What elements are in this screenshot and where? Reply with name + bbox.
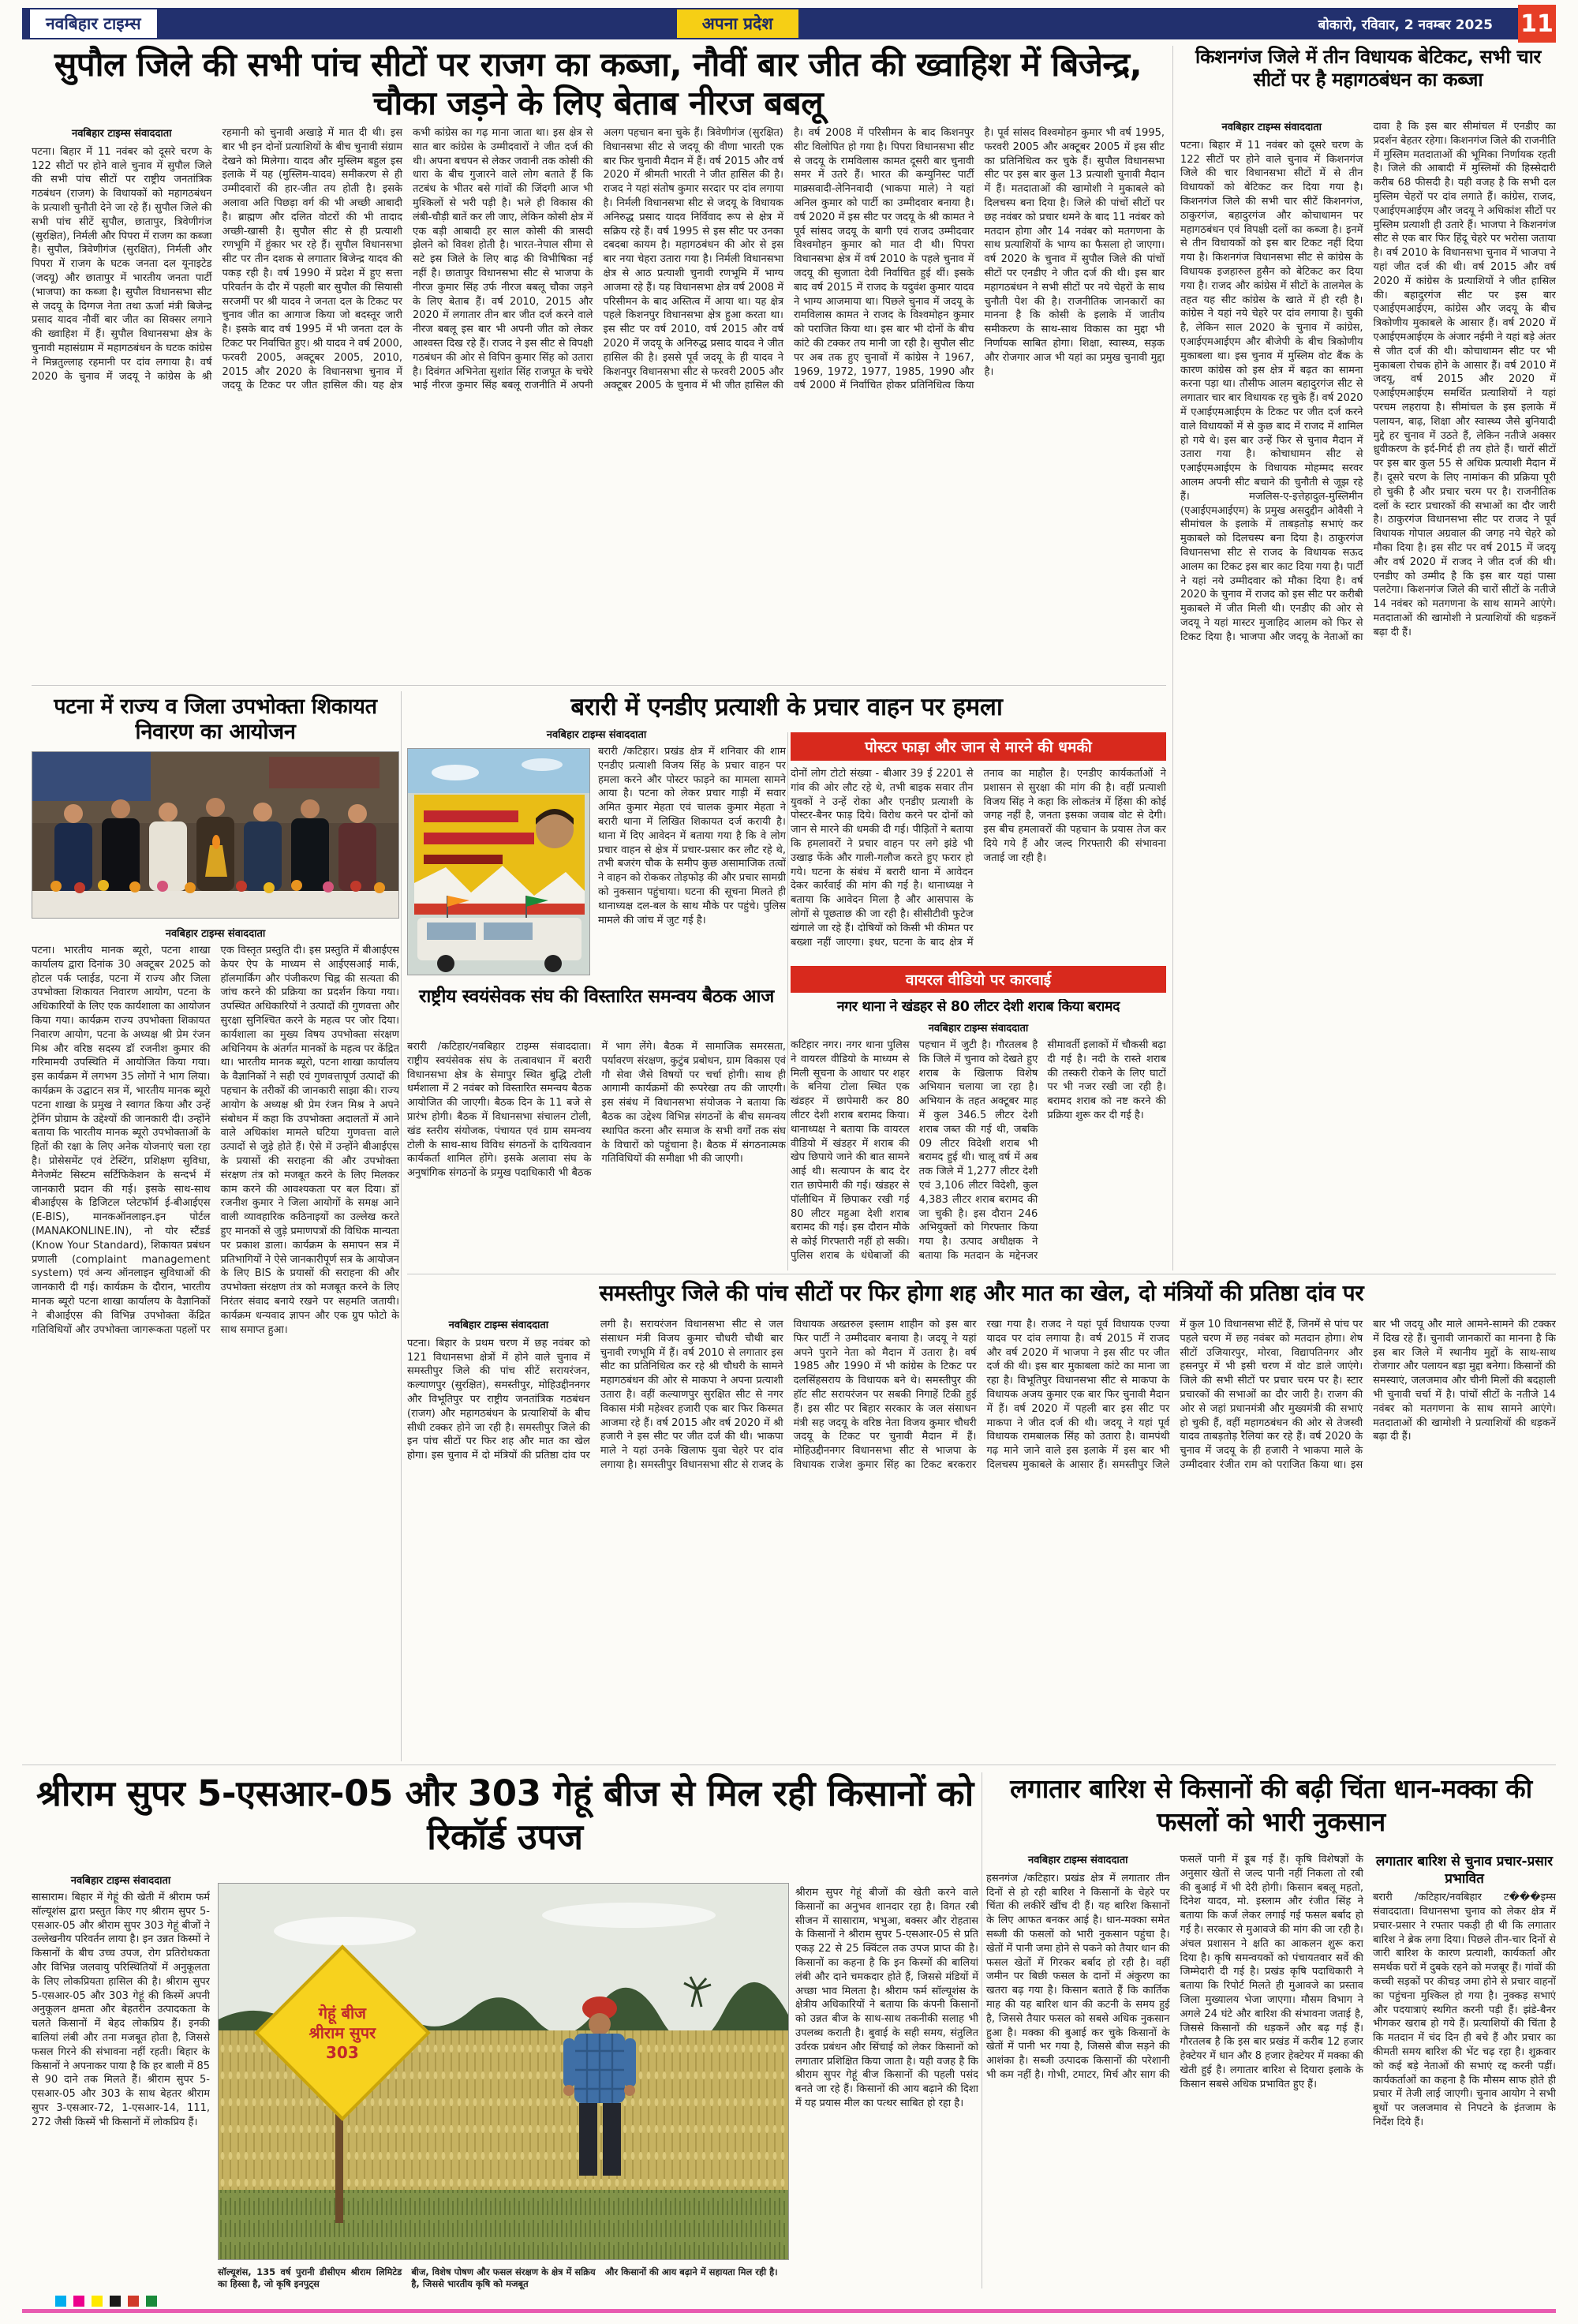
article-body-barari [598,745,786,977]
byline-barari: नवबिहार टाइम्स संवाददाता [546,729,647,741]
headline-liquor: नगर थाना ने खंडहर से 80 लीटर देशी शराब किया बरामद [836,999,1120,1015]
article-body-rss [407,1040,786,1271]
cyan-mark [55,2296,66,2307]
headline-kishanganj: किशनगंज जिले में तीन विधायक बेटिकट, सभी चार सीटों पर है महागठबंधन का कब्जा [1195,46,1542,91]
section-label: अपना प्रदेश [677,9,798,38]
print-registration-marks [55,2295,160,2310]
wheat-sign-text [309,2004,376,2063]
body-text-consumer: पटना। भारतीय मानक ब्यूरो, पटना शाखा कार्यालय द्वारा दिनांक 30 अक्टूबर 2025 को होटल पर्क प्लाईड, पटना में राज्य और जिला उपभोक्ता शिकायत निवारण आयोग, पटना के अधिकारियों के लिए एक कार्यशाला का आयोजन किया गया। कार्यक्रम राज्य उपभोक्ता शिकायत निवारण आयोग, पटना के अध्यक्ष श्री प्रेम रंजन मिश्र और वरिष्ठ सदस्य डॉ रजनीश कुमार की गरिमामयी उपस्थिति में आयोजित किया गया। इस कार्यक्रम में लगभग 35 लोगों ने भाग लिया। कार्यक्रम के उद्घाटन सत्र में, भारतीय मानक ब्यूरो पटना शाखा के प्रमुख ने स्वागत किया और उन्हें ट्रेनिंग प्रोग्राम के उद्देश्यों की जानकारी दी। उन्होंने बताया कि भारतीय मानक ब्यूरो उपभोक्ताओं के हितों की रक्षा के लिए अनेक योजनाएं चला रहा है। प्रोसेसमेंट एवं टेस्टिंग, प्रशिक्षण सुविधा, मैनेजमेंट सिस्टम सर्टिफिकेशन के सन्दर्भ में जानकारी प्रदान की गई। इसके साथ-साथ बीआईएस के डिजिटल प्लेटफॉर्म ई-बीआईएस (E-BIS), मानकऑनलाइन.इन पोर्टल (MANAKONLINE.IN), नो योर स्टैंडर्ड (Know Your Standard), शिकायत प्रबंधन प्रणाली (complaint management system) एवं अन्य ऑनलाइन सुविधाओं की जानकारी दी गई। कार्यक्रम के दौरान, भारतीय मानक ब्यूरो पटना शाखा कार्यालय के वैज्ञानिकों ने बीआईएस की विभिन्न उपभोक्ता केंद्रित गतिविधियों और उपभोक्ता जागरूकता पहलों पर एक विस्तृत प्रस्तुति दी। इस प्रस्तुति में बीआईएस केयर ऐप के माध्यम से आईएसआई मार्क, हॉलमार्किंग और पंजीकरण चिह्न की सत्यता की जांच करने की प्रक्रिया का प्रदर्शन किया गया। उपस्थित अधिकारियों ने उत्पादों की गुणवत्ता और सुरक्षा सुनिश्चित करने के महत्व पर जोर दिया। कार्यशाला का मुख्य विषय उपभोक्ता संरक्षण अधिनियम के अंतर्गत मानकों के महत्व पर केंद्रित था। भारतीय मानक ब्यूरो, पटना शाखा कार्यालय के वैज्ञानिकों ने सही एवं गुणवत्तापूर्ण उत्पादों की पहचान के तरीकों की जानकारी साझा की। राज्य आयोग के अध्यक्ष श्री प्रेम रंजन मिश्र ने अपने संबोधन में कहा कि उपभोक्ता अदालतों में आने वाले अधिकांश मामले घटिया गुणवत्ता वाले उत्पादों से जुड़े होते हैं। ऐसे में उन्होंने बीआईएस के प्रयासों की सराहना की और उपभोक्ता संरक्षण तंत्र को मजबूत करने के लिए मिलकर काम करने की आवश्यकता पर बल दिया। डॉ रजनीश कुमार ने जिला आयोगों के समक्ष आने वाली व्यावहारिक कठिनाइयों का उल्लेख करते हुए मानकों से जुड़े प्रमाणपत्रों की विधिक मान्यता पर प्रकाश डाला। कार्यक्रम के समापन सत्र में प्रतिभागियों ने ऐसे जानकारीपूर्ण सत्र के आयोजन के लिए BIS के प्रयासों की सराहना की और उपभोक्ता संरक्षण तंत्र को मजबूत करने के लिए निरंतर संवाद बनाये रखने पर सहमति जतायी। कार्यक्रम धन्यवाद ज्ञापन और एक ग्रुप फोटो के साथ समाप्त हुआ। [32,945,399,1336]
photo-wheat-field [218,1883,789,2260]
article-body-liquor [791,1039,1166,1271]
body-text-rss: बरारी /कटिहार/नवबिहार टाइम्स संवाददाता। राष्ट्रीय स्वयंसेवक संघ के तत्वावधान में बरारी विधानसभा क्षेत्र के सेमापुर स्थित बुद्धि टोली धर्मशाला में 2 नवंबर को विस्तारित समन्वय बैठक आयोजित की जाएगी। बैठक दिन के 11 बजे से प्रारंभ होगी। बैठक में विधानसभा संचालन टोली, खंड स्तरीय संयोजक, पंचायत एवं ग्राम समन्वय टोली के साथ-साथ विविध संगठनों के दायित्ववान कार्यकर्ता शामिल होंगे। इसके अलावा संघ के अनुषांगिक संगठनों के प्रमुख पदाधिकारी भी बैठक में भाग लेंगे। बैठक में सामाजिक समरसता, पर्यावरण संरक्षण, कुटुंब प्रबोधन, ग्राम विकास एवं गौ सेवा जैसे विषयों पर चर्चा होगी। साथ ही आगामी कार्यक्रमों की रूपरेखा तय की जाएगी। इस संबंध में विधानसभा संयोजक ने बताया कि बैठक का उद्देश्य विभिन्न संगठनों के बीच समन्वय स्थापित करना और समाज के सभी वर्गों तक संघ के विचारों को पहुंचाना है। बैठक में संगठनात्मक गतिविधियों की समीक्षा भी की जाएगी। [407,1041,786,1180]
masthead [22,8,1556,39]
article-body-consumer [32,944,399,1761]
column-rule [787,732,788,1271]
dateline: बोकारो, रविवार, 2 नवम्बर 2025 [1318,17,1493,33]
body-text-wheat-left: सासाराम। बिहार में गेहूं की खेती में श्रीराम फर्म सॉल्यूशंस द्वारा प्रस्तुत किए गए श्रीराम सुपर 5-एसआर-05 और श्रीराम सुपर 303 गेहूं बीजों ने उल्लेखनीय परिवर्तन लाया है। इन उन्नत किस्मों ने किसानों के बीच उच्च उपज, रोग प्रतिरोधकता और विभिन्न जलवायु परिस्थितियों में अनुकूलता के लिए लोकप्रियता हासिल की है। श्रीराम सुपर 5-एसआर-05 और 303 गेहूं की किस्में अपनी अनुकूलन क्षमता और बेहतरीन उत्पादकता के चलते किसानों में बेहद लोकप्रिय हैं। इनकी बालियां लंबी और तना मजबूत होता है, जिससे फसल गिरने की संभावना नहीं रहती। बिहार के किसानों ने अपनाकर पाया है कि हर बाली में 85 से 90 दाने तक मिलते हैं। श्रीराम सुपर 5-एसआर-05 और 303 के साथ बेहतर श्रीराम सुपर 3-एसआर-72, 1-एसआर-14, 111, 272 जैसी किस्में भी किसानों में लोकप्रिय हैं। [32,1892,210,2128]
rain-sub-article [1373,1853,1556,2288]
byline-kishanganj: नवबिहार टाइम्स संवाददाता [1221,122,1322,133]
subheadline-rain-campaign: लगातार बारिश से चुनाव प्रचार-प्रसार प्रभावित [1375,1854,1554,1888]
section-rule [32,685,1166,686]
byline-samastipur: नवबिहार टाइम्स संवाददाता [448,1319,549,1331]
column-rule [1172,46,1173,1271]
byline-liquor: नवबिहार टाइम्स संवाददाता [928,1023,1029,1035]
body-text-poster: दोनों लोग टोटो संख्या - बीआर 39 ई 2201 से गांव की ओर लौट रहे थे, तभी बाइक सवार तीन युवकों ने उन्हें रोका और एनडीए प्रत्याशी के पोस्टर-बैनर फाड़ दिये। विरोध करने पर दोनों को जान से मारने की धमकी दी गई। पीड़ितों ने बताया कि हमलावरों ने प्रचार वाहन पर लगे झंडे भी उखाड़ फेंके और गाली-गलौज करते हुए फरार हो गये। घटना के संबंध में बरारी थाना में आवेदन देकर कार्रवाई की मांग की गई है। थानाध्यक्ष ने बताया कि आवेदन मिला है और आसपास के लोगों से पूछताछ की जा रही है। सीसीटीवी फुटेज खंगाले जा रहे हैं। दोषियों को किसी भी कीमत पर बख्शा नहीं जाएगा। इधर, घटना के बाद क्षेत्र में तनाव का माहौल है। एनडीए कार्यकर्ताओं ने प्रशासन से सुरक्षा की मांग की है। वहीं प्रत्याशी विजय सिंह ने कहा कि लोकतंत्र में हिंसा की कोई जगह नहीं है, जनता इसका जवाब वोट से देगी। इस बीच हमलावरों की पहचान के प्रयास तेज कर दिये गये हैं और जल्द गिरफ्तारी की संभावना जताई जा रही है। [791,768,1166,949]
article-body-rain-campaign [1373,1891,1556,2270]
caption-3: और किसानों की आय बढ़ाने में सहायता मिल रही है। [604,2266,778,2277]
headline-consumer: पटना में राज्य व जिला उपभोक्ता शिकायत निवारण का आयोजन [54,694,377,745]
body-text-samastipur: पटना। बिहार के प्रथम चरण में छह नवंबर को 121 विधानसभा क्षेत्रों में होने वाले चुनाव में समस्तीपुर जिले की पांच सीटें सरायरंजन, कल्याणपुर (सुरक्षित), समस्तीपुर, मोहिउद्दीननगर और विभूतिपुर पर राष्ट्रीय जनतांत्रिक गठबंधन (राजग) और महागठबंधन के प्रत्याशियों के बीच सीधी टक्कर होने जा रही है। समस्तीपुर जिले की इन पांच सीटों पर फिर शह और मात का खेल होगा। इस चुनाव में दो मंत्रियों की प्रतिष्ठा दांव पर लगी है। सरायरंजन विधानसभा सीट से जल संसाधन मंत्री विजय कुमार चौधरी चौथी बार चुनावी रणभूमि में हैं। वर्ष 2010 से लगातार इस सीट का प्रतिनिधित्व कर रहे श्री चौधरी के सामने महागठबंधन की ओर से माकपा ने अपना प्रत्याशी उतारा है। वहीं कल्याणपुर सुरक्षित सीट से नगर विकास मंत्री महेश्वर हजारी एक बार फिर किस्मत आजमा रहे हैं। वर्ष 2015 और वर्ष 2020 में श्री हजारी ने इस सीट पर जीत दर्ज की थी। भाकपा माले ने यहां उनके खिलाफ युवा चेहरे पर दांव लगाया है। समस्तीपुर विधानसभा सीट से राजद के विधायक अख्तरुल इस्लाम शाहीन को इस बार फिर पार्टी ने उम्मीदवार बनाया है। जदयू ने यहां अपने पुराने नेता को मैदान में उतारा है। वर्ष 1985 और 1990 में भी कांग्रेस के टिकट पर दलसिंहसराय के विधायक बने थे। समस्तीपुर की हॉट सीट सरायरंजन पर सबकी निगाहें टिकी हुई हैं। इस सीट पर बिहार सरकार के जल संसाधन मंत्री सह जदयू के वरिष्ठ नेता विजय कुमार चौधरी जदयू के टिकट पर चुनावी मैदान में हैं। मोहिउद्दीननगर विधानसभा सीट से भाजपा के विधायक राजेश कुमार सिंह का टिकट बरकरार रखा गया है। राजद ने यहां पूर्व विधायक एज्या यादव पर दांव लगाया है। वर्ष 2015 में राजद और वर्ष 2020 में भाजपा ने इस सीट पर जीत दर्ज की थी। इस बार मुकाबला कांटे का माना जा रहा है। विभूतिपुर विधानसभा सीट से माकपा के विधायक अजय कुमार एक बार फिर चुनावी मैदान में हैं। वर्ष 2020 में पहली बार इस सीट पर माकपा ने जीत दर्ज की थी। जदयू ने यहां पूर्व विधायक रामबालक सिंह को उतारा है। वामपंथी गढ़ माने जाने वाले इस इलाके में इस बार भी दिलचस्प मुकाबले के आसार हैं। समस्तीपुर जिले में कुल 10 विधानसभा सीटें हैं, जिनमें से पांच पर पहले चरण में छह नवंबर को मतदान होगा। शेष सीटों उजियारपुर, मोरवा, विद्यापतिनगर और हसनपुर में भी इसी चरण में वोट डाले जाएंगे। जिले की सभी सीटों पर प्रचार चरम पर है। स्टार प्रचारकों की सभाओं का दौर जारी है। राजग की ओर से जहां प्रधानमंत्री और मुख्यमंत्री की सभाएं हो चुकी हैं, वहीं महागठबंधन की ओर से तेजस्वी यादव ताबड़तोड़ रैलियां कर रहे हैं। वर्ष 2020 के चुनाव में जदयू के ही हजारी ने भाकपा माले के उम्मीदवार रंजीत राम को पराजित किया था। इस बार भी जदयू और माले आमने-सामने की टक्कर में दिख रहे हैं। चुनावी जानकारों का मानना है कि इस बार जिले में स्थानीय मुद्दों के साथ-साथ रोजगार और पलायन बड़ा मुद्दा बनेगा। किसानों की समस्याएं, जलजमाव और चीनी मिलों की बदहाली भी चुनावी चर्चा में है। पांचों सीटों के नतीजे 14 नवंबर को मतगणना के साथ सामने आएंगे। मतदाताओं की खामोशी ने प्रत्याशियों की धड़कनें बढ़ा दी हैं। [407,1319,1556,1471]
headline-supaul: सुपौल जिले की सभी पांच सीटों पर राजग का कब्जा, नौवीं बार जीत की ख्वाहिश में बिजेन्द्र, चौका जड़ने के लिए बेताब नीरज बबलू [54,45,1142,122]
headline-rss: राष्ट्रीय स्वयंसेवक संघ की विस्तारित समन्वय बैठक आज [418,986,775,1007]
body-text-rain-campaign: बरारी /कटिहार/नवबिहार ट���इम्स संवाददाता। विधानसभा चुनाव को लेकर क्षेत्र में प्रचार-प्रसार ने रफ्तार पकड़ी ही थी कि लगातार बारिश ने ब्रेक लगा दिया। पिछले तीन-चार दिनों से जारी बारिश के कारण प्रत्याशी, कार्यकर्ता और समर्थक घरों में दुबके रहने को मजबूर हैं। गांवों की कच्ची सड़कों पर कीचड़ जमा होने से प्रचार वाहनों का पहुंचना मुश्किल हो गया है। नुक्कड़ सभाएं और पदयात्राएं स्थगित करनी पड़ी हैं। झंडे-बैनर भीगकर खराब हो गये हैं। प्रत्याशियों की चिंता है कि मतदान में चंद दिन ही बचे हैं और प्रचार का कीमती समय बारिश की भेंट चढ़ रहा है। शुक्रवार को कई बड़े नेताओं की सभाएं रद्द करनी पड़ीं। कार्यकर्ताओं का कहना है कि मौसम साफ होते ही प्रचार में तेजी लाई जाएगी। चुनाव आयोग ने सभी बूथों पर जलजमाव से निपटने के इंतजाम के निर्देश दिये हैं। [1373,1892,1556,2128]
black-mark [110,2296,121,2307]
paper-name: नवबिहार टाइम्स [30,9,157,38]
body-text-barari: बरारी /कटिहार। प्रखंड क्षेत्र में शनिवार की शाम एनडीए प्रत्याशी विजय सिंह के प्रचार वाहन पर हमला करने और पोस्टर फाड़ने का मामला सामने आया है। पटना को लेकर प्रचार गाड़ी में सवार अमित कुमार मेहता एवं चालक कुमार मेहता ने बरारी थाना में लिखित शिकायत दर्ज करायी है। थाना में दिए आवेदन में बताया गया है कि वे लोग प्रचार वाहन से क्षेत्र में प्रचार-प्रसार कर लौट रहे थे, तभी बजरंग चौक के समीप कुछ असामाजिक तत्वों ने वाहन को रोककर तोड़फोड़ की और प्रचार सामग्री को नुकसान पहुंचाया। घटना की सूचना मिलते ही थानाध्यक्ष दल-बल के साथ मौके पर पहुंचे। पुलिस मामले की जांच में जुट गई है। [598,746,786,926]
page-number: 11 [1518,5,1556,43]
sign-line-2: श्रीराम सुपर [308,2023,376,2042]
wheat-photo-caption [218,2266,789,2293]
headline-rain: लगातार बारिश से किसानों की बढ़ी चिंता धान-मक्का की फसलों को भारी नुकसान [1010,1773,1532,1838]
byline-wheat: नवबिहार टाइम्स संवाददाता [70,1875,171,1887]
sign-line-1: गेहूं बीज [318,2003,367,2023]
magenta-mark [73,2296,84,2307]
body-text-rain: हसनगंज /कटिहार। प्रखंड क्षेत्र में लगातार तीन दिनों से हो रही बारिश ने किसानों के चेहरे पर चिंता की लकीरें खींच दी हैं। यह बारिश किसानों के लिए आफत बनकर आई है। धान-मक्का समेत सब्जी की फसलों को भारी नुकसान पहुंचा है। खेतों में पानी जमा होने से पकने को तैयार धान की फसल खेतों में गिरकर बर्बाद हो रही है। वहीं जमीन पर बिछी फसल के दानों में अंकुरण का खतरा बढ़ गया है। किसान बताते हैं कि कार्तिक माह की यह बारिश धान की कटनी के समय हुई है, जिससे तैयार फसल को सबसे अधिक नुकसान हुआ है। मक्का की बुआई कर चुके किसानों के खेतों में पानी भर गया है, जिससे बीज सड़ने की आशंका है। सब्जी उत्पादक किसानों की परेशानी भी कम नहीं है। गोभी, टमाटर, मिर्च और साग की फसलें पानी में डूब गई हैं। कृषि विशेषज्ञों के अनुसार खेतों से जल्द पानी नहीं निकला तो रबी की बुआई में भी देरी होगी। किसान बबलू महतो, दिनेश यादव, मो. इस्लाम और रंजीत सिंह ने बताया कि कर्ज लेकर लगाई गई फसल बर्बाद हो गई है। सरकार से मुआवजे की मांग की जा रही है। अंचल प्रशासन ने क्षति का आकलन शुरू करा दिया है। कृषि समन्वयकों को पंचायतवार सर्वे की जिम्मेदारी दी गई है। प्रखंड कृषि पदाधिकारी ने बताया कि रिपोर्ट मिलते ही मुआवजे का प्रस्ताव जिला मुख्यालय भेजा जाएगा। मौसम विभाग ने अगले 24 घंटे और बारिश की संभावना जताई है, जिससे किसानों की धड़कनें और बढ़ गई हैं। गौरतलब है कि इस बार प्रखंड में करीब 12 हजार हेक्टेयर में धान और 8 हजार हेक्टेयर में मक्का की खेती हुई है। लगातार बारिश से दियारा इलाके के किसान सबसे अधिक प्रभावित हुए हैं। [986,1854,1363,2090]
caption-1: सॉल्यूशंस, 135 वर्ष पुरानी डीसीएम श्रीराम लिमिटेड का हिस्सा है, जो कृषि इनपुट्स [218,2266,402,2289]
photo-campaign-vehicle [407,748,590,975]
article-body-wheat-right [795,1886,978,2285]
caption-2: बीज, विशेष पोषण और फसल संरक्षण के क्षेत्र में सक्रिय है, जिससे भारतीय कृषि को मजबूत [411,2266,596,2289]
campaign-vehicle-scene [408,749,590,975]
headline-wheat: श्रीराम सुपर 5-एसआर-05 और 303 गेहूं बीज से मिल रही किसानों को रिकॉर्ड उपज [36,1772,974,1858]
article-body-samastipur [407,1318,1556,1758]
article-body-wheat-left [32,1891,210,2285]
red-bar-poster-headline: पोस्टर फाड़ा और जान से मारने की धमकी [791,732,1166,761]
red-bar-viral: वायरल वीडियो पर कारवाई [791,966,1166,993]
article-body-poster [791,767,1166,961]
headline-barari: बरारी में एनडीए प्रत्याशी के प्रचार वाहन पर हमला [570,693,1003,721]
body-text-supaul: पटना। बिहार में 11 नवंबर को दूसरे चरण के 122 सीटों पर होने वाले चुनाव में सुपौल जिले की सभी पांच सीटों पर राष्ट्रीय जनतांत्रिक गठबंधन (राजग) के विधायकों को महागठबंधन के प्रत्याशी चुनौती देने जा रहे हैं। सुपौल जिले की सभी पांच सीटें सुपौल, छातापुर, त्रिवेणीगंज (सुरक्षित), निर्मली और पिपरा में राजग का कब्जा है। सुपौल, त्रिवेणीगंज (सुरक्षित), निर्मली और पिपरा में राजग के घटक जनता दल यूनाइटेड (जदयू) और छातापुर में भारतीय जनता पार्टी (भाजपा) का कब्जा है। सुपौल विधानसभा सीट से जदयू के दिग्गज नेता तथा ऊर्जा मंत्री बिजेन्द्र प्रसाद यादव नौवीं बार जीत का सिक्सर लगाने की ख्वाहिश में हैं। सुपौल विधानसभा क्षेत्र के चुनावी महासंग्राम में महागठबंधन के घटक कांग्रेस ने मिन्नतुल्लाह रहमानी पर दांव लगाया है। वर्ष 2020 के चुनाव में जदयू ने कांग्रेस के श्री रहमानी को चुनावी अखाड़े में मात दी थी। इस बार भी इन दोनों प्रत्याशियों के बीच चुनावी संग्राम देखने को मिलेगा। यादव और मुस्लिम बहुल इस इलाके में यह (मुस्लिम-यादव) समीकरण से ही उम्मीदवारों की हार-जीत तय होती है। इसके अलावा अति पिछड़ा वर्ग की भी अच्छी आबादी है। ब्राह्मण और दलित वोटरों की भी तादाद अच्छी-खासी है। सुपौल सीट से ही प्रत्याशी रणभूमि में हुंकार भर रहे हैं। सुपौल विधानसभा सीट पर तीन दशक से लगातार बिजेन्द्र यादव की पकड़ रही है। वर्ष 1990 में प्रदेश में हुए सत्ता परिवर्तन के दौर में पहली बार सुपौल की सियासी सरजमीं पर श्री यादव ने जनता दल के टिकट पर चुनाव जीत का आगाज किया जो बदस्तूर जारी है। इसके बाद वर्ष 1995 में भी जनता दल के टिकट पर निर्वाचित हुए। श्री यादव ने वर्ष 2000, फरवरी 2005, अक्टूबर 2005, 2010, 2015 और 2020 के विधानसभा चुनाव में जदयू के टिकट पर जीत हासिल की। यह क्षेत्र कभी कांग्रेस का गढ़ माना जाता था। इस क्षेत्र से सात बार कांग्रेस के उम्मीदवारों ने जीत दर्ज की थी। अपना बचपन से लेकर जवानी तक कोसी की धारा के बीच गुजारने वाले लोग बताते हैं कि तटबंध के भीतर बसे गांवों की जिंदगी आज भी मुश्किलों से भरी पड़ी है। भले ही विकास की लंबी-चौड़ी बातें कर ली जाए, लेकिन कोसी क्षेत्र में एक बड़ी आबादी हर साल कोसी की त्रासदी झेलने को विवश होती है। भारत-नेपाल सीमा से सटे इस जिले के लिए बाढ़ की विभीषिका नई नहीं है। छातापुर विधानसभा सीट से भाजपा के नीरज कुमार सिंह उर्फ नीरज बबलू चौका जड़ने के लिए बेताब हैं। वर्ष 2010, 2015 और 2020 में लगातार तीन बार जीत दर्ज करने वाले नीरज बबलू इस बार भी अपनी जीत को लेकर आश्वस्त दिख रहे हैं। राजद ने इस सीट से विपक्षी गठबंधन की ओर से विपिन कुमार सिंह को उतारा है। दिवंगत अभिनेता सुशांत सिंह राजपूत के चचेरे भाई नीरज कुमार सिंह बबलू राजनीति में अपनी अलग पहचान बना चुके हैं। त्रिवेणीगंज (सुरक्षित) विधानसभा सीट से जदयू की वीणा भारती एक बार फिर चुनावी मैदान में हैं। वर्ष 2015 और वर्ष 2020 में श्रीमती भारती ने जीत हासिल की है। राजद ने यहां संतोष कुमार सरदार पर दांव लगाया है। निर्मली विधानसभा सीट से जदयू के विधायक अनिरुद्ध प्रसाद यादव निर्विवाद रूप से क्षेत्र में सक्रिय रहे हैं। वर्ष 1995 से इस सीट पर उनका दबदबा कायम है। महागठबंधन की ओर से इस बार नया चेहरा उतारा गया है। निर्मली विधानसभा क्षेत्र से आठ प्रत्याशी चुनावी रणभूमि में भाग्य आजमा रहे हैं। यह विधानसभा क्षेत्र वर्ष 2008 में परिसीमन के बाद अस्तित्व में आया था। यह क्षेत्र पहले किशनपुर विधानसभा क्षेत्र हुआ करता था। इस सीट पर वर्ष 2010, वर्ष 2015 और वर्ष 2020 में जदयू के अनिरुद्ध प्रसाद यादव ने जीत हासिल की है। इससे पूर्व जदयू के ही यादव ने किशनपुर विधानसभा सीट से फरवरी 2005 और अक्टूबर 2005 के चुनाव में भी जीत हासिल की है। वर्ष 2008 में परिसीमन के बाद किशनपुर सीट विलोपित हो गया है। पिपरा विधानसभा सीट से जदयू के रामविलास कामत दूसरी बार चुनावी समर में उतरे हैं। भारत की कम्युनिस्ट पार्टी माक्र्सवादी-लेनिनवादी (भाकपा माले) ने यहां अनिल कुमार को पार्टी का उम्मीदवार बनाया है। वर्ष 2020 में इस सीट पर जदयू के श्री कामत ने पूर्व सांसद जदयू के बागी एवं राजद उम्मीदवार विश्वमोहन कुमार को मात दी थी। पिपरा विधानसभा क्षेत्र में वर्ष 2010 के पहले चुनाव में जदयू की सुजाता देवी निर्वाचित हुई थीं। इसके बाद वर्ष 2015 में राजद के यदुवंश कुमार यादव ने भाग्य आजमाया था। पिछले चुनाव में जदयू के रामविलास कामत ने राजद के विश्वमोहन कुमार को पराजित किया था। इस बार भी दोनों के बीच कांटे की टक्कर तय मानी जा रही है। सुपौल सीट पर अब तक हुए चुनावों में कांग्रेस ने 1967, 1969, 1972, 1977, 1985, 1990 और वर्ष 2000 में निर्वाचित होकर प्रतिनिधित्व किया है। पूर्व सांसद विश्वमोहन कुमार भी वर्ष 1995, फरवरी 2005 और अक्टूबर 2005 में इस सीट का प्रतिनिधित्व कर चुके हैं। सुपौल विधानसभा सीट पर इस बार कुल 13 प्रत्याशी चुनावी मैदान में हैं। मतदाताओं की खामोशी ने मुकाबले को दिलचस्प बना दिया है। जिले की पांचों सीटों पर छह नवंबर को प्रचार थमने के बाद 11 नवंबर को मतदान होगा और 14 नवंबर को मतगणना के साथ प्रत्याशियों के भाग्य का फैसला हो जाएगा। वर्ष 2020 के चुनाव में सुपौल जिले की पांचों सीटों पर एनडीए ने जीत दर्ज की थी। इस बार महागठबंधन ने सभी सीटों पर नये चेहरों के साथ चुनौती पेश की है। राजनीतिक जानकारों का मानना है कि कोसी के इलाके में जातीय समीकरण के साथ-साथ विकास का मुद्दा भी निर्णायक साबित होगा। शिक्षा, स्वास्थ्य, सड़क और रोजगार आज भी यहां का प्रमुख चुनावी मुद्दा है। [32,127,1165,392]
photo-consumer-event [32,751,399,919]
byline-supaul: नवबिहार टाइम्स संवाददाता [71,128,172,140]
consumer-event-scene [32,752,399,919]
body-text-kishanganj: पटना। बिहार में 11 नवंबर को दूसरे चरण के 122 सीटों पर होने वाले चुनाव में किशनगंज जिले की चार विधानसभा सीटों में से तीन विधायकों को बेटिकट कर दिया गया है। किशनगंज जिले की सभी चार सीटें किशनगंज, ठाकुरगंज, बहादुरगंज और कोचाधामन पर महागठबंधन एवं विपक्षी दलों का कब्जा है। इनमें से तीन विधायकों को इस बार टिकट नहीं दिया गया है। किशनगंज विधानसभा सीट से कांग्रेस के विधायक इजहारुल हुसैन को बेटिकट कर दिया गया है। राजद और कांग्रेस में सीटों के तालमेल के तहत यह सीट कांग्रेस के खाते में ही रही है। कांग्रेस ने यहां नये चेहरे पर दांव लगाया है। चुकी है, लेकिन साल 2020 के चुनाव में कांग्रेस, एआईएमआईएम और बीजेपी के बीच त्रिकोणीय मुकाबला था। इस चुनाव में मुस्लिम वोट बैंक के कारण कांग्रेस को इस क्षेत्र में बढ़त का सामना करना पड़ा था। तौसीफ आलम बहादुरगंज सीट से लगातार चार बार विधायक रह चुके हैं। वर्ष 2020 में एआईएमआईएम के टिकट पर जीत दर्ज करने वाले विधायकों में से कुछ बाद में राजद में शामिल हो गये थे। इस बार उन्हें फिर से चुनाव मैदान में उतारा गया है। कोचाधामन सीट से एआईएमआईएम के विधायक मोहम्मद सरवर आलम अपनी सीट बचाने की चुनौती से जूझ रहे हैं। मजलिस-ए-इत्तेहादुल-मुस्लिमीन (एआईएमआईएम) के प्रमुख असदुद्दीन ओवैसी ने सीमांचल के इलाके में ताबड़तोड़ सभाएं कर मुकाबले को दिलचस्प बना दिया है। ठाकुरगंज विधानसभा सीट से राजद के विधायक सऊद आलम का टिकट इस बार काट दिया गया है। पार्टी ने यहां नये उम्मीदवार को मौका दिया है। वर्ष 2020 के चुनाव में राजद को इस सीट पर करीबी मुकाबले में जीत मिली थी। एनडीए की ओर से जदयू ने यहां मास्टर मुजाहिद आलम को फिर से टिकट दिया है। भाजपा और जदयू के नेताओं का दावा है कि इस बार सीमांचल में एनडीए का प्रदर्शन बेहतर रहेगा। किशनगंज जिले की राजनीति में मुस्लिम मतदाताओं की भूमिका निर्णायक रहती है। जिले की आबादी में मुस्लिमों की हिस्सेदारी करीब 68 फीसदी है। यही वजह है कि सभी दल मुस्लिम चेहरों पर दांव लगाते हैं। कांग्रेस, राजद, एआईएमआईएम और जदयू ने अधिकांश सीटों पर मुस्लिम प्रत्याशी ही उतारे हैं। भाजपा ने किशनगंज सीट से एक बार फिर हिंदू चेहरे पर भरोसा जताया है। वर्ष 2010 के विधानसभा चुनाव में भाजपा ने यहां जीत दर्ज की थी। वर्ष 2015 और वर्ष 2020 में कांग्रेस के प्रत्याशियों ने जीत हासिल की। बहादुरगंज सीट पर इस बार एआईएमआईएम, कांग्रेस और जदयू के बीच त्रिकोणीय मुकाबले के आसार हैं। वर्ष 2020 में एआईएमआईएम के अंजार नईमी ने यहां बड़े अंतर से जीत दर्ज की थी। कोचाधामन सीट पर भी मुकाबला रोचक होने के आसार हैं। वर्ष 2010 में जदयू, वर्ष 2015 और 2020 में एआईएमआईएम समर्थित प्रत्याशियों ने यहां परचम लहराया है। सीमांचल के इस इलाके में पलायन, बाढ़, शिक्षा और स्वास्थ्य जैसे बुनियादी मुद्दे हर चुनाव में उठते हैं, लेकिन नतीजे अक्सर ध्रुवीकरण के इर्द-गिर्द ही तय होते हैं। चारों सीटों पर इस बार कुल 55 से अधिक प्रत्याशी मैदान में हैं। दूसरे चरण के लिए नामांकन की प्रक्रिया पूरी हो चुकी है और प्रचार चरम पर है। राजनीतिक दलों के स्टार प्रचारकों की सभाओं का दौर जारी है। ठाकुरगंज विधानसभा सीट पर राजद ने पूर्व विधायक गोपाल अग्रवाल की जगह नये चेहरे को मौका दिया है। इस सीट पर वर्ष 2015 में जदयू और वर्ष 2020 में राजद ने जीत दर्ज की थी। एनडीए को उम्मीद है कि इस बार यहां पासा पलटेगा। किशनगंज जिले की चारों सीटों के नतीजे 14 नवंबर को मतगणना के साथ सामने आएंगे। मतदाताओं की खामोशी ने प्रत्याशियों की धड़कनें बढ़ा दी हैं। [1180,121,1556,643]
green-mark [146,2296,157,2307]
byline-rain: नवबिहार टाइम्स संवाददाता [1027,1854,1128,1866]
body-text-liquor: कटिहार नगर। नगर थाना पुलिस ने वायरल वीडियो के माध्यम से मिली सूचना के आधार पर शहर के बनिया टोला स्थित एक खंडहर में छापेमारी कर 80 लीटर देशी शराब बरामद किया। थानाध्यक्ष ने बताया कि वायरल वीडियो में खंडहर में शराब की खेप छिपाये जाने की बात सामने आई थी। सत्यापन के बाद देर रात छापेमारी की गई। खंडहर से पॉलीथिन में छिपाकर रखी गई 80 लीटर महुआ देशी शराब बरामद की गई। इस दौरान मौके से कोई गिरफ्तारी नहीं हो सकी। पुलिस शराब के धंधेबाजों की पहचान में जुटी है। गौरतलब है कि जिले में चुनाव को देखते हुए शराब के खिलाफ विशेष अभियान चलाया जा रहा है। अभियान के तहत अक्टूबर माह में कुल 346.5 लीटर देशी शराब जब्त की गई थी, जबकि 09 लीटर विदेशी शराब भी बरामद हुई थी। चालू वर्ष में अब तक जिले में 1,277 लीटर देशी एवं 3,106 लीटर विदेशी, कुल 4,383 लीटर शराब बरामद की जा चुकी है। इस दौरान 246 अभियुक्तों को गिरफ्तार किया गया है। उत्पाद अधीक्षक ने बताया कि मतदान के मद्देनजर सीमावर्ती इलाकों में चौकसी बढ़ा दी गई है। नदी के रास्ते शराब की तस्करी रोकने के लिए घाटों पर भी नजर रखी जा रही है। बरामद शराब को नष्ट करने की प्रक्रिया शुरू कर दी गई है। [791,1039,1166,1262]
article-body-supaul [32,126,1165,679]
byline-consumer: नवबिहार टाइम्स संवाददाता [165,928,266,940]
red-mark [128,2296,139,2307]
yellow-mark [92,2296,103,2307]
sign-line-3: 303 [326,2042,359,2062]
bottom-rule [22,2309,1556,2313]
article-body-rain [986,1853,1363,2288]
column-rule [401,691,402,1761]
headline-samastipur: समस्तीपुर जिले की पांच सीटों पर फिर होगा शह और मात का खेल, दो मंत्रियों की प्रतिष्ठा दांव पर [599,1280,1364,1306]
body-text-wheat-right: श्रीराम सुपर गेहूं बीजों की खेती करने वाले किसानों का अनुभव शानदार रहा है। विगत रबी सीजन में सासाराम, भभुआ, बक्सर और रोहतास के किसानों ने श्रीराम सुपर 5-एसआर-05 से प्रति एकड़ 22 से 25 क्विंटल तक उपज प्राप्त की है। किसानों का कहना है कि इन किस्मों की बालियां लंबी और दाने चमकदार होते हैं, जिससे मंडियों में अच्छा भाव मिलता है। श्रीराम फर्म सॉल्यूशंस के क्षेत्रीय अधिकारियों ने बताया कि कंपनी किसानों को उन्नत बीज के साथ-साथ तकनीकी सलाह भी उपलब्ध कराती है। बुवाई के सही समय, संतुलित उर्वरक प्रबंधन और सिंचाई को लेकर किसानों को लगातार प्रशिक्षित किया जाता है। यही वजह है कि श्रीराम सुपर गेहूं बीज किसानों की पहली पसंद बनते जा रहे हैं। किसानों की आय बढ़ाने की दिशा में यह प्रयास मील का पत्थर साबित हो रहा है। [795,1887,978,2109]
article-body-kishanganj [1180,120,1556,1269]
